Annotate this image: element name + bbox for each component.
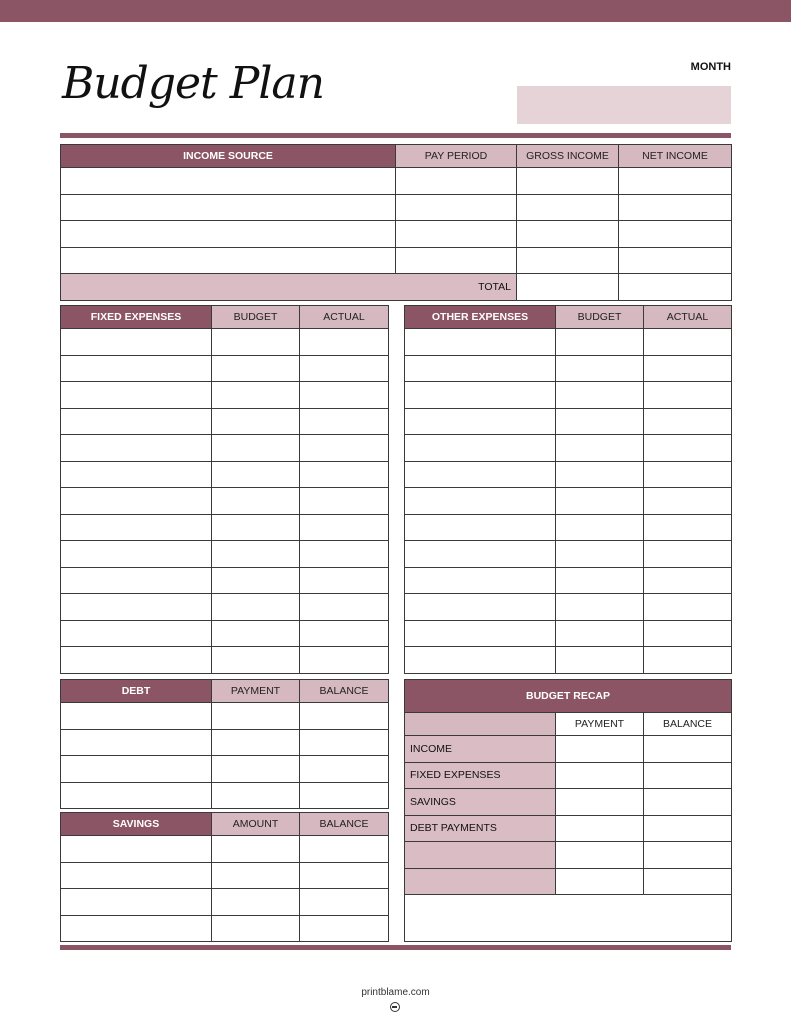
entry-cell[interactable] <box>61 435 212 462</box>
table-row <box>405 514 732 541</box>
entry-cell[interactable] <box>300 488 389 515</box>
table-row <box>61 836 389 863</box>
table-row <box>405 382 732 409</box>
entry-cell[interactable] <box>300 889 389 916</box>
table-row <box>61 194 732 221</box>
savings-amount-header: AMOUNT <box>212 813 300 836</box>
entry-cell[interactable] <box>405 461 556 488</box>
entry-cell[interactable] <box>405 567 556 594</box>
other-expenses-table <box>404 305 732 674</box>
recap-notes-area[interactable] <box>405 895 732 942</box>
table-row <box>61 355 389 382</box>
net-income-header: NET INCOME <box>619 145 732 168</box>
recap-cell[interactable] <box>556 815 644 842</box>
recap-cell[interactable] <box>644 815 732 842</box>
table-row <box>405 461 732 488</box>
entry-cell[interactable] <box>212 541 300 568</box>
entry-cell[interactable] <box>644 408 732 435</box>
entry-cell[interactable] <box>61 647 212 674</box>
entry-cell[interactable] <box>300 329 389 356</box>
entry-cell[interactable] <box>61 889 212 916</box>
entry-cell[interactable] <box>61 514 212 541</box>
entry-cell[interactable] <box>300 594 389 621</box>
recap-row-label: DEBT PAYMENTS <box>405 815 556 842</box>
entry-cell[interactable] <box>300 567 389 594</box>
recap-row-label: SAVINGS <box>405 789 556 816</box>
recap-cell[interactable] <box>556 868 644 895</box>
table-row <box>61 889 389 916</box>
entry-cell[interactable] <box>556 514 644 541</box>
income-cell[interactable] <box>396 168 517 195</box>
table-row <box>405 488 732 515</box>
entry-cell[interactable] <box>300 541 389 568</box>
income-cell[interactable] <box>61 194 396 221</box>
recap-row <box>405 815 732 842</box>
entry-cell[interactable] <box>405 408 556 435</box>
entry-cell[interactable] <box>556 647 644 674</box>
table-row <box>61 620 389 647</box>
savings-table <box>60 812 389 942</box>
entry-cell[interactable] <box>212 836 300 863</box>
entry-cell[interactable] <box>61 408 212 435</box>
other-expenses-header: OTHER EXPENSES <box>405 306 556 329</box>
fixed-actual-header: ACTUAL <box>300 306 389 329</box>
entry-cell[interactable] <box>61 836 212 863</box>
entry-cell[interactable] <box>61 862 212 889</box>
recap-row <box>405 789 732 816</box>
entry-cell[interactable] <box>300 620 389 647</box>
entry-cell[interactable] <box>300 408 389 435</box>
income-cell[interactable] <box>61 247 396 274</box>
income-table <box>60 144 732 301</box>
entry-cell[interactable] <box>61 329 212 356</box>
income-cell[interactable] <box>61 168 396 195</box>
table-row <box>405 647 732 674</box>
entry-cell[interactable] <box>644 620 732 647</box>
income-cell[interactable] <box>619 194 732 221</box>
entry-cell[interactable] <box>212 703 300 730</box>
footer-site: printblame.com <box>361 987 430 998</box>
recap-row-label <box>405 842 556 869</box>
total-net-cell[interactable] <box>619 274 732 301</box>
entry-cell[interactable] <box>300 435 389 462</box>
recap-payment-header: PAYMENT <box>556 713 644 736</box>
entry-cell[interactable] <box>644 594 732 621</box>
entry-cell[interactable] <box>300 836 389 863</box>
entry-cell[interactable] <box>61 461 212 488</box>
income-cell[interactable] <box>619 221 732 248</box>
bottom-divider <box>60 945 731 950</box>
entry-cell[interactable] <box>644 382 732 409</box>
entry-cell[interactable] <box>212 382 300 409</box>
table-row <box>61 382 389 409</box>
recap-cell[interactable] <box>644 789 732 816</box>
income-cell[interactable] <box>517 168 619 195</box>
entry-cell[interactable] <box>61 703 212 730</box>
entry-cell[interactable] <box>300 382 389 409</box>
entry-cell[interactable] <box>61 620 212 647</box>
entry-cell[interactable] <box>405 514 556 541</box>
income-total-row <box>61 274 732 301</box>
entry-cell[interactable] <box>212 408 300 435</box>
income-cell[interactable] <box>61 221 396 248</box>
entry-cell[interactable] <box>212 756 300 783</box>
logo-icon <box>390 1002 400 1012</box>
recap-row-label: FIXED EXPENSES <box>405 762 556 789</box>
entry-cell[interactable] <box>300 729 389 756</box>
entry-cell[interactable] <box>644 329 732 356</box>
entry-cell[interactable] <box>556 435 644 462</box>
entry-cell[interactable] <box>212 862 300 889</box>
entry-cell[interactable] <box>212 620 300 647</box>
entry-cell[interactable] <box>212 594 300 621</box>
entry-cell[interactable] <box>212 647 300 674</box>
entry-cell[interactable] <box>405 541 556 568</box>
income-cell[interactable] <box>396 247 517 274</box>
entry-cell[interactable] <box>644 488 732 515</box>
table-row <box>61 862 389 889</box>
total-label: TOTAL <box>61 274 517 301</box>
table-row <box>405 408 732 435</box>
debt-balance-header: BALANCE <box>300 680 389 703</box>
recap-cell[interactable] <box>644 842 732 869</box>
other-expenses-body <box>405 329 732 674</box>
entry-cell[interactable] <box>212 889 300 916</box>
table-row <box>405 541 732 568</box>
recap-cell[interactable] <box>556 736 644 763</box>
entry-cell[interactable] <box>556 355 644 382</box>
entry-cell[interactable] <box>300 461 389 488</box>
budget-recap-table <box>404 679 732 942</box>
entry-cell[interactable] <box>556 620 644 647</box>
entry-cell[interactable] <box>556 461 644 488</box>
table-row <box>61 221 732 248</box>
recap-notes-row <box>405 895 732 942</box>
entry-cell[interactable] <box>644 355 732 382</box>
entry-cell[interactable] <box>212 435 300 462</box>
entry-cell[interactable] <box>644 541 732 568</box>
entry-cell[interactable] <box>556 382 644 409</box>
table-row <box>61 756 389 783</box>
entry-cell[interactable] <box>644 514 732 541</box>
entry-cell[interactable] <box>405 488 556 515</box>
fixed-expenses-body <box>61 329 389 674</box>
table-row <box>61 488 389 515</box>
entry-cell[interactable] <box>405 594 556 621</box>
income-source-header: INCOME SOURCE <box>61 145 396 168</box>
entry-cell[interactable] <box>556 488 644 515</box>
budget-recap-title: BUDGET RECAP <box>405 680 732 713</box>
entry-cell[interactable] <box>300 862 389 889</box>
fixed-expenses-header: FIXED EXPENSES <box>61 306 212 329</box>
entry-cell[interactable] <box>61 382 212 409</box>
table-row <box>61 647 389 674</box>
table-row <box>61 915 389 942</box>
income-cell[interactable] <box>396 221 517 248</box>
entry-cell[interactable] <box>644 461 732 488</box>
income-cell[interactable] <box>517 194 619 221</box>
table-row <box>405 567 732 594</box>
entry-cell[interactable] <box>405 355 556 382</box>
entry-cell[interactable] <box>644 647 732 674</box>
table-row <box>61 729 389 756</box>
month-label: MONTH <box>690 61 731 73</box>
gross-income-header: GROSS INCOME <box>517 145 619 168</box>
entry-cell[interactable] <box>61 355 212 382</box>
entry-cell[interactable] <box>405 329 556 356</box>
table-row <box>61 541 389 568</box>
entry-cell[interactable] <box>212 488 300 515</box>
table-row <box>61 329 389 356</box>
savings-body <box>61 836 389 942</box>
entry-cell[interactable] <box>61 488 212 515</box>
entry-cell[interactable] <box>644 435 732 462</box>
table-row <box>61 514 389 541</box>
entry-cell[interactable] <box>61 541 212 568</box>
debt-header: DEBT <box>61 680 212 703</box>
recap-cell[interactable] <box>644 868 732 895</box>
recap-label-header <box>405 713 556 736</box>
entry-cell[interactable] <box>405 382 556 409</box>
entry-cell[interactable] <box>405 647 556 674</box>
top-color-band <box>0 0 791 22</box>
table-row <box>405 435 732 462</box>
entry-cell[interactable] <box>61 756 212 783</box>
entry-cell[interactable] <box>405 435 556 462</box>
income-cell[interactable] <box>396 194 517 221</box>
entry-cell[interactable] <box>300 355 389 382</box>
entry-cell[interactable] <box>212 355 300 382</box>
entry-cell[interactable] <box>61 782 212 809</box>
recap-row-label <box>405 868 556 895</box>
entry-cell[interactable] <box>61 915 212 942</box>
table-row <box>61 435 389 462</box>
entry-cell[interactable] <box>300 756 389 783</box>
fixed-budget-header: BUDGET <box>212 306 300 329</box>
entry-cell[interactable] <box>212 461 300 488</box>
pay-period-header: PAY PERIOD <box>396 145 517 168</box>
table-row <box>61 408 389 435</box>
entry-cell[interactable] <box>556 594 644 621</box>
entry-cell[interactable] <box>300 703 389 730</box>
entry-cell[interactable] <box>644 567 732 594</box>
entry-cell[interactable] <box>556 567 644 594</box>
savings-header: SAVINGS <box>61 813 212 836</box>
recap-row <box>405 762 732 789</box>
table-row <box>61 247 732 274</box>
recap-row <box>405 842 732 869</box>
entry-cell[interactable] <box>212 915 300 942</box>
debt-table <box>60 679 389 809</box>
entry-cell[interactable] <box>300 514 389 541</box>
table-row <box>61 168 732 195</box>
table-row <box>61 567 389 594</box>
recap-cell[interactable] <box>644 736 732 763</box>
total-gross-cell[interactable] <box>517 274 619 301</box>
table-row <box>405 329 732 356</box>
other-actual-header: ACTUAL <box>644 306 732 329</box>
entry-cell[interactable] <box>61 729 212 756</box>
fixed-expenses-table <box>60 305 389 674</box>
income-cell[interactable] <box>517 221 619 248</box>
entry-cell[interactable] <box>405 620 556 647</box>
entry-cell[interactable] <box>212 729 300 756</box>
top-divider <box>60 133 731 138</box>
entry-cell[interactable] <box>300 915 389 942</box>
recap-row <box>405 736 732 763</box>
entry-cell[interactable] <box>61 594 212 621</box>
recap-cell[interactable] <box>556 789 644 816</box>
recap-cell[interactable] <box>644 762 732 789</box>
entry-cell[interactable] <box>556 329 644 356</box>
entry-cell[interactable] <box>212 567 300 594</box>
table-row <box>61 594 389 621</box>
table-row <box>405 620 732 647</box>
recap-row-label: INCOME <box>405 736 556 763</box>
recap-cell[interactable] <box>556 842 644 869</box>
savings-balance-header: BALANCE <box>300 813 389 836</box>
month-input[interactable] <box>517 86 731 124</box>
entry-cell[interactable] <box>300 647 389 674</box>
entry-cell[interactable] <box>212 782 300 809</box>
debt-body <box>61 703 389 809</box>
recap-balance-header: BALANCE <box>644 713 732 736</box>
entry-cell[interactable] <box>61 567 212 594</box>
income-cell[interactable] <box>619 168 732 195</box>
recap-cell[interactable] <box>556 762 644 789</box>
entry-cell[interactable] <box>556 541 644 568</box>
other-budget-header: BUDGET <box>556 306 644 329</box>
entry-cell[interactable] <box>212 514 300 541</box>
entry-cell[interactable] <box>556 408 644 435</box>
income-cell[interactable] <box>517 247 619 274</box>
entry-cell[interactable] <box>212 329 300 356</box>
recap-row <box>405 868 732 895</box>
table-row <box>405 355 732 382</box>
entry-cell[interactable] <box>300 782 389 809</box>
table-row <box>61 782 389 809</box>
page-title: Budget Plan <box>62 58 324 109</box>
table-row <box>61 461 389 488</box>
debt-payment-header: PAYMENT <box>212 680 300 703</box>
income-cell[interactable] <box>619 247 732 274</box>
table-row <box>405 594 732 621</box>
table-row <box>61 703 389 730</box>
